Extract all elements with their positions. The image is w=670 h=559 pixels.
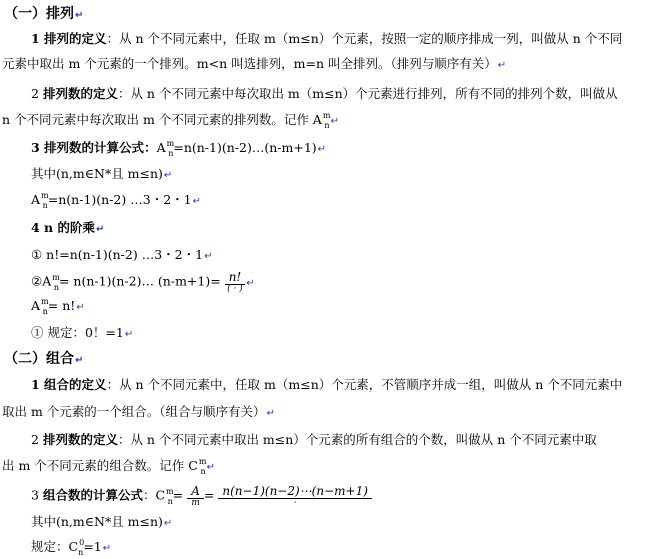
paragraph-mark: ↵ [206, 462, 215, 473]
combination-rule-line [31, 539, 111, 557]
fraction-A-over-A [187, 484, 204, 508]
zero-factorial-rule-line [31, 325, 133, 343]
combination-number-definition-line-1 [31, 432, 597, 448]
combination-definition-line-1 [31, 377, 622, 393]
symbol-A: A [156, 140, 166, 155]
term-label: 组合数的计算公式 [42, 487, 143, 503]
condition-text: 其中(n,m∈N*且 m≤n) [31, 514, 163, 529]
paragraph-mark: ↵ [266, 408, 275, 419]
subscript-n: n [78, 548, 84, 557]
formula-text: =n(n-1)(n-2) …3・2・1 [47, 192, 192, 207]
term-label: 排列数的定义 [42, 432, 118, 447]
term-label: 3 排列数的计算公式 [31, 140, 145, 155]
formula-text: = n! [47, 298, 76, 313]
factorial-heading [31, 220, 104, 238]
factorial-formula-line [31, 247, 212, 265]
fraction-numerator: n! [225, 270, 246, 285]
fraction-product-formula [218, 484, 372, 508]
definition-text: 取出 m 个元素的一个组合。（组合与顺序有关） [2, 404, 266, 419]
definition-text: n 个不同元素中每次取出 m 个不同元素的排列数。记作 A [2, 112, 322, 127]
full-permutation-line [31, 192, 201, 210]
symbol-A: A [31, 298, 41, 313]
paragraph-mark: ↵ [96, 224, 105, 235]
fraction-numerator: n(n−1)(n−2)⋯(n−m+1) [218, 484, 372, 499]
permutation-definition-line-1 [31, 31, 622, 47]
paragraph-mark: ↵ [192, 196, 201, 207]
rule-value: =1 [83, 539, 102, 554]
term-label: 排列数的定义 [42, 86, 118, 101]
subscript-n: n [200, 467, 206, 476]
permutation-definition-line-2 [2, 56, 506, 74]
paragraph-mark: ↵ [497, 60, 507, 71]
superscript-m: m [166, 139, 175, 148]
superscript-m: m [52, 272, 60, 282]
subscript-n: n [53, 282, 59, 292]
heading-text: （一）排列 [4, 6, 74, 22]
definition-text: ：从 n 个不同元素中，任取 m（m≤n）个元素，按照一定的顺序排成一列，叫做从 n 个不同 [106, 31, 623, 46]
permutation-formula-line: 3 排列数的计算公式：$A^m_n=n(n-1)(n-2)\dots(n-m+1)↵$ [31, 139, 327, 158]
formula-text: ① n!=n(n-1)(n-2) …3・2・1 [31, 247, 204, 262]
term-label: 1 组合的定义 [31, 377, 107, 392]
paragraph-mark: ↵ [246, 277, 255, 289]
rule-text: 规定：C [31, 539, 79, 554]
superscript-m: m [41, 191, 49, 200]
formula-prefix: ②A [31, 273, 52, 289]
combination-definition-line-2 [2, 404, 275, 422]
paragraph-mark: ↵ [75, 355, 84, 366]
subscript-n: n [168, 149, 174, 158]
item-number: 2 [31, 86, 43, 101]
permutation-factorial-formula-line [31, 270, 255, 294]
fraction [225, 270, 246, 294]
rule-text: ① 规定：0！=1 [31, 325, 124, 340]
condition-text: 其中(n,m∈N*且 m≤n) [31, 166, 163, 181]
formula-prefix: ：C [142, 487, 166, 503]
section-heading-combination [4, 351, 83, 369]
fraction-numerator: A [187, 484, 204, 499]
permutation-number-definition-line-1 [31, 86, 618, 102]
superscript-m: m [198, 457, 207, 466]
permutation-number-definition-line-2 [2, 112, 339, 130]
subscript-n: n [167, 496, 173, 506]
superscript-m: m [41, 297, 49, 306]
formula-text: = n(n-1)(n-2)… (n-m+1)= [58, 273, 221, 289]
equals-sign: = [172, 487, 184, 503]
subscript-n: n [324, 121, 330, 130]
combination-number-definition-line-2 [2, 458, 215, 476]
subscript-n: n [42, 201, 48, 210]
paragraph-mark: ↵ [76, 302, 85, 313]
equals-sign: = [203, 487, 215, 503]
term-label: 1 排列的定义 [31, 31, 107, 46]
definition-text: ：从 n 个不同元素中取出 m≤n）个元素的所有组合的个数，叫做从 n 个不同元素中取 [117, 432, 597, 447]
definition-text: ：从 n 个不同元素中，任取 m（m≤n）个元素，不管顺序并成一组，叫做从 n 个不同元素中 [106, 377, 623, 392]
heading-text: （二）组合 [4, 351, 74, 367]
definition-text: 元素中取出 m 个元素的一个排列。m<n 叫选排列，m=n 叫全排列。（排列与顺序有关） [2, 56, 497, 71]
paragraph-mark: ↵ [102, 543, 112, 554]
superscript-m: m [322, 111, 331, 120]
paragraph-mark: ↵ [163, 518, 173, 529]
item-number: 3 [31, 487, 43, 503]
section-heading-permutation [4, 6, 83, 24]
combination-formula-line [31, 484, 372, 508]
superscript-0: 0 [79, 538, 85, 547]
definition-text: ：从 n 个不同元素中每次取出 m（m≤n）个元素进行排列，所有不同的排列个数，叫做从 [117, 86, 618, 101]
definition-text: 出 m 个不同元素的组合数。记作 C [2, 458, 198, 473]
paragraph-mark: ↵ [124, 329, 134, 340]
fraction-denominator: m [191, 499, 200, 508]
combination-condition-line [31, 514, 172, 532]
subscript-n: n [42, 307, 48, 316]
paragraph-mark: ↵ [317, 144, 327, 155]
superscript-m: m [166, 486, 174, 496]
paragraph-mark: ↵ [204, 251, 213, 262]
paragraph-mark: ↵ [75, 10, 84, 21]
permutation-condition-line [31, 166, 172, 184]
symbol-A: A [31, 192, 41, 207]
paragraph-mark: ↵ [163, 170, 173, 181]
full-permutation-factorial-line [31, 298, 85, 316]
fraction-denominator: ( · ) [227, 285, 243, 294]
fraction-denominator: · [293, 499, 297, 508]
item-number: 2 [31, 432, 43, 447]
formula-text: =n(n-1)(n-2)…(n-m+1) [173, 140, 317, 155]
heading-text: 4 n 的阶乘 [31, 220, 95, 235]
paragraph-mark: ↵ [330, 116, 339, 127]
